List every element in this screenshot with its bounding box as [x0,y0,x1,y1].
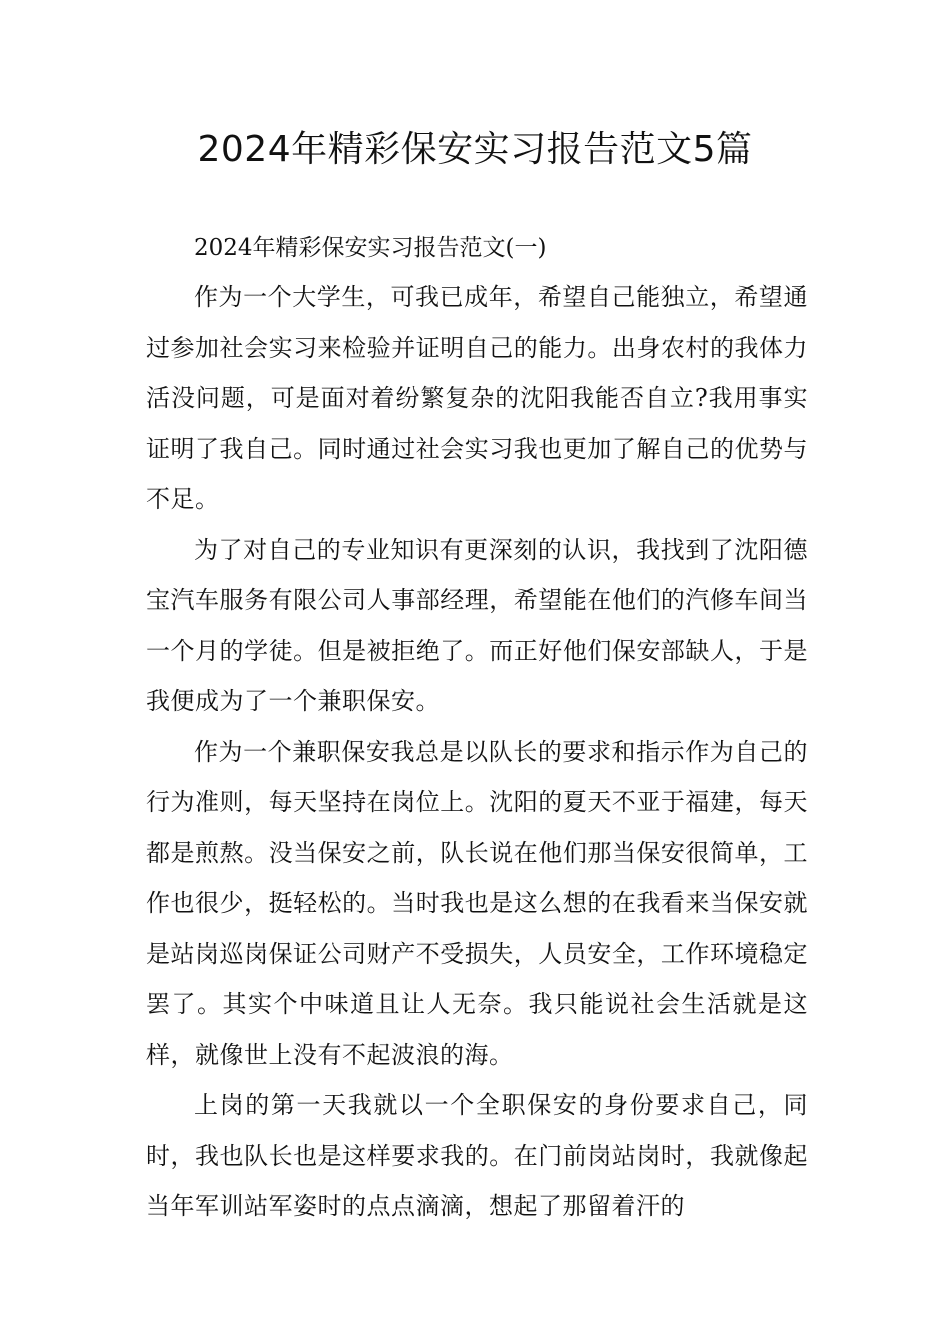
paragraph-4: 上岗的第一天我就以一个全职保安的身份要求自己，同时，我也队长也是这样要求我的。在门前岗站岗时，我就像起当年军训站军姿时的点点滴滴，想起了那留着汗的 [146,1091,808,1220]
paragraph-2: 为了对自己的专业知识有更深刻的认识，我找到了沈阳德宝汽车服务有限公司人事部经理，希望能在他们的汽修车间当一个月的学徒。但是被拒绝了。而正好他们保安部缺人，于是我便成为了一个兼职保安。 [146,535,808,715]
document-body [146,224,808,1232]
section-subtitle: 2024年精彩保安实习报告范文(一) [194,235,547,261]
document-title: 2024年精彩保安实习报告范文5篇 [197,129,753,170]
paragraph-3: 作为一个兼职保安我总是以队长的要求和指示作为自己的行为准则，每天坚持在岗位上。沈阳的夏天不亚于福建，每天都是煎熬。没当保安之前，队长说在他们那当保安很简单，工作也很少，挺轻松的。当时我也是这么想的在我看来当保安就是站岗巡岗保证公司财产不受损失，人员安全，工作环境稳定罢了。其实个中味道且让人无奈。我只能说社会生活就是这样，就像世上没有不起波浪的海。 [146,737,808,1069]
paragraph-1: 作为一个大学生，可我已成年，希望自己能独立，希望通过参加社会实习来检验并证明自己的能力。出身农村的我体力活没问题，可是面对着纷繁复杂的沈阳我能否自立?我用事实证明了我自己。同时通过社会实习我也更加了解自己的优势与不足。 [146,283,808,513]
